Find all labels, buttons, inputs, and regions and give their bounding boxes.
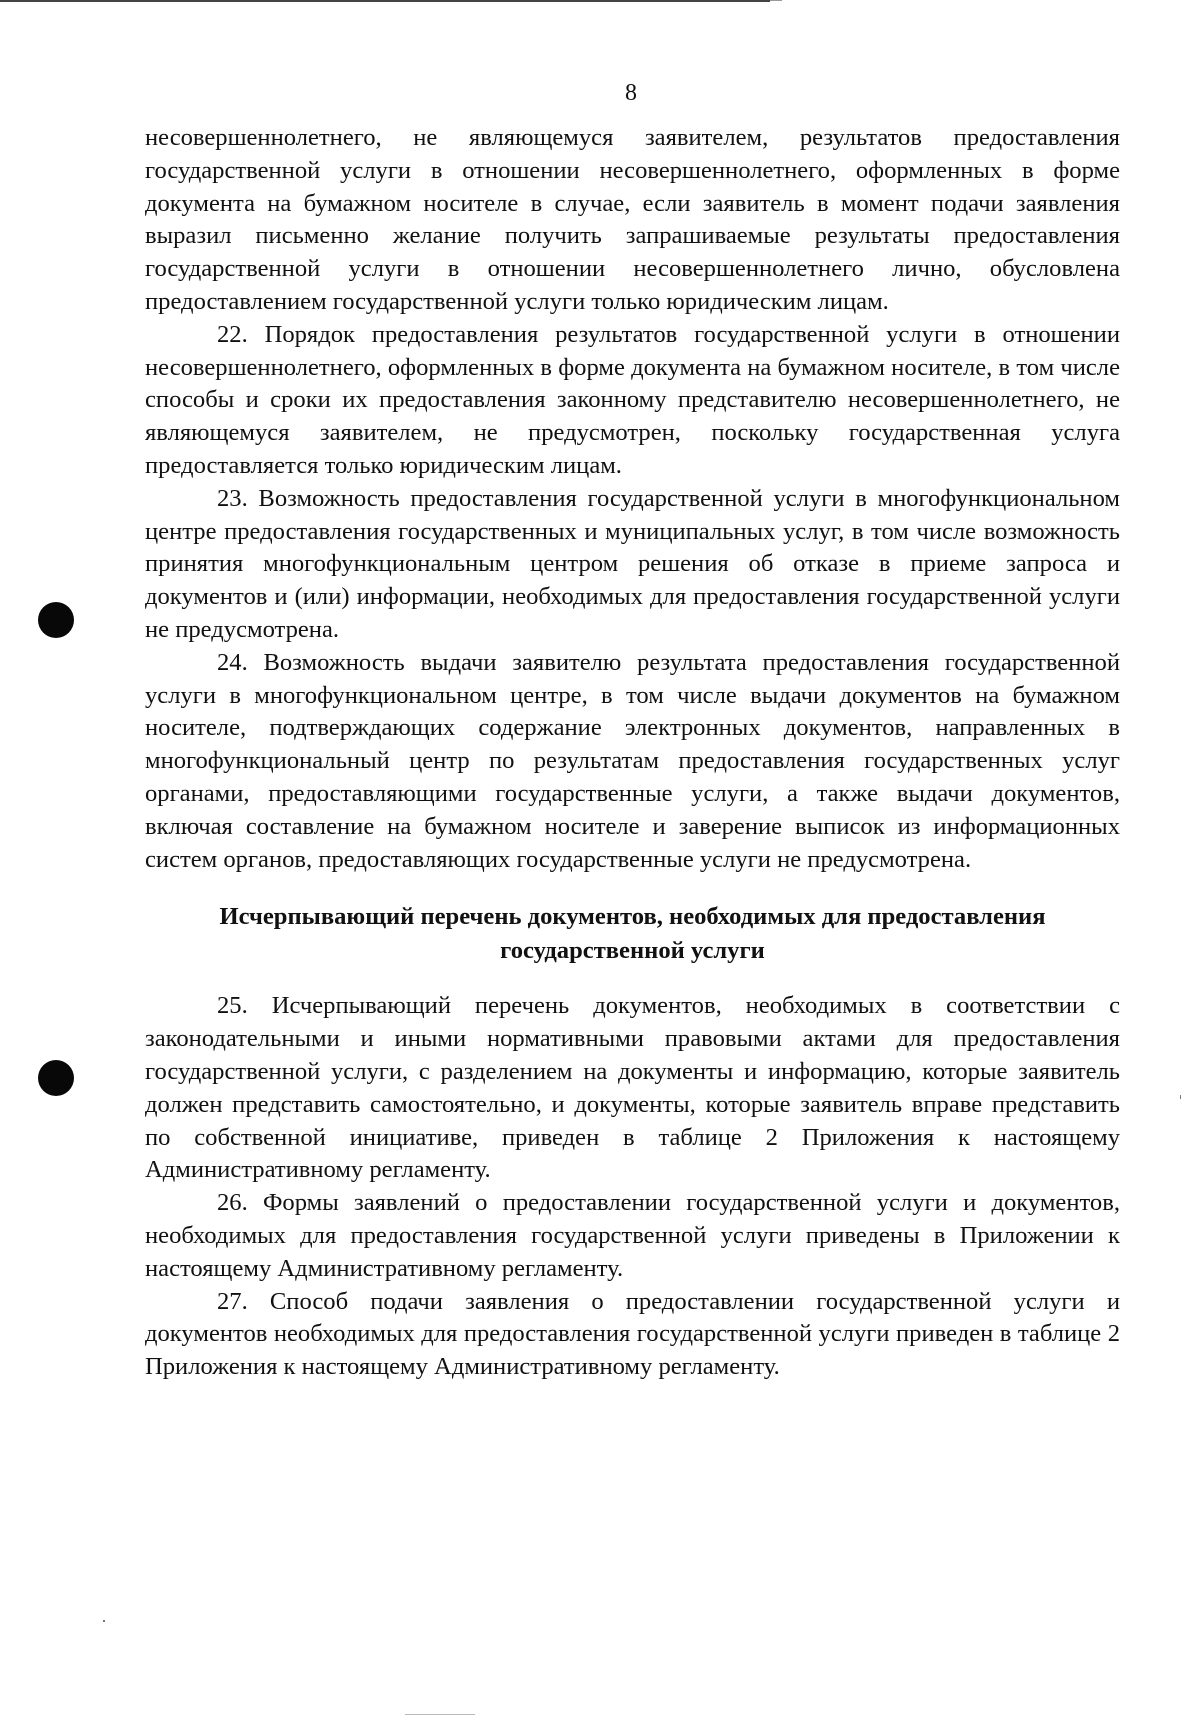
paragraph-24: 24. Возможность выдачи заявителю результата предоставления государственной услуги в многофункциональном центре, в том числе выдачи документов на бумажном носителе, подтверждающих содержание электронных документов, направленных в многофункциональный центр по результатам предоставления государственных услуг органами, предоставляющими государственные услуги, а также выдачи документов, включая составление на бумажном носителе и заверение выписок из информационных систем органов, предоставляющих государственные услуги не предусмотрена. <box>145 648 1120 873</box>
scan-bottom-mark <box>405 1714 475 1715</box>
section-heading-line-1: Исчерпывающий перечень документов, необходимых для предоставления <box>219 903 1046 931</box>
scan-top-edge <box>0 0 770 2</box>
paragraph-23: 23. Возможность предоставления государственной услуги в многофункциональном центре предоставления государственных и муниципальных услуг, в том числе возможность принятия многофункциональным центром решения об отказе в приеме запроса и документов и (или) информации, необходимых для предоставления государственной услуги не предусмотрена. <box>145 484 1120 643</box>
paragraph-22: 22. Порядок предоставления результатов государственной услуги в отношении несовершеннолетнего, оформленных в форме документа на бумажном носителе, в том числе способы и сроки их предоставления законному представителю несовершеннолетнего, не являющемуся заявителем, не предусмотрен, поскольку государственная услуга предоставляется только юридическим лицам. <box>145 320 1120 479</box>
scan-speck <box>1180 1095 1181 1099</box>
section-heading-line-2: государственной услуги <box>500 937 765 965</box>
punch-hole-upper <box>38 602 74 638</box>
paragraph-25: 25. Исчерпывающий перечень документов, необходимых в соответствии с законодательными и иными нормативными правовыми актами для предоставления государственной услуги, с разделением на документы и информацию, которые заявитель должен представить самостоятельно, и документы, которые заявитель вправе представить по собственной инициативе, приведен в таблице 2 Приложения к настоящему Административному регламенту. <box>145 992 1120 1184</box>
paragraph-continued: несовершеннолетнего, не являющемуся заявителем, результатов предоставления государственной услуги в отношении несовершеннолетнего, оформленных в форме документа на бумажном носителе в случае, если заявитель в момент подачи заявления выразил письменно желание получить запрашиваемые результаты предоставления государственной услуги в отношении несовершеннолетнего лично, обусловлена предоставлением государственной услуги только юридическим лицам. <box>145 124 1120 315</box>
scan-speck <box>103 1620 105 1622</box>
paragraph-27: 27. Способ подачи заявления о предоставлении государственной услуги и документов необходимых для предоставления государственной услуги приведен в таблице 2 Приложения к настоящему Административному регламенту. <box>145 1287 1120 1381</box>
document-body <box>145 122 1120 1384</box>
scan-top-edge-tail <box>770 0 782 1</box>
punch-hole-lower <box>38 1060 74 1096</box>
section-heading <box>145 900 1120 968</box>
paragraph-26: 26. Формы заявлений о предоставлении государственной услуги и документов, необходимых для предоставления государственной услуги приведены в Приложении к настоящему Административному регламенту. <box>145 1189 1120 1282</box>
page-number: 8 <box>625 80 637 106</box>
